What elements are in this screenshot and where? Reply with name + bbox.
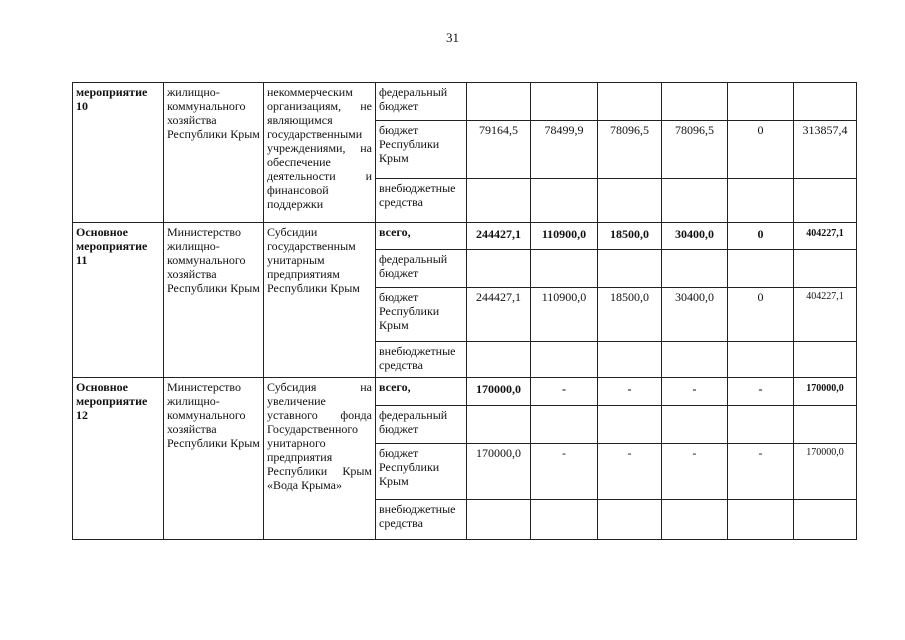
source-cell: федеральный бюджет bbox=[376, 250, 467, 288]
value-cell: 110900,0 bbox=[531, 288, 598, 342]
value-cell: 18500,0 bbox=[598, 223, 662, 250]
value-cell: 313857,4 bbox=[794, 121, 857, 179]
executor-cell: Министерство жилищно-коммунального хозяйства Республики Крым bbox=[164, 223, 264, 378]
value-cell: 30400,0 bbox=[662, 223, 728, 250]
value-cell: 170000,0 bbox=[467, 378, 531, 406]
source-cell: внебюджетные средства bbox=[376, 179, 467, 223]
value-cell bbox=[794, 250, 857, 288]
value-cell bbox=[662, 342, 728, 378]
executor-cell: Министерство жилищно-коммунального хозяйства Республики Крым bbox=[164, 378, 264, 540]
value-cell bbox=[662, 83, 728, 121]
value-cell: 30400,0 bbox=[662, 288, 728, 342]
value-cell bbox=[531, 342, 598, 378]
value-cell bbox=[662, 406, 728, 444]
value-cell bbox=[728, 83, 794, 121]
value-cell: 244427,1 bbox=[467, 223, 531, 250]
value-cell bbox=[728, 179, 794, 223]
value-cell bbox=[598, 342, 662, 378]
value-cell bbox=[794, 342, 857, 378]
page-number: 31 bbox=[446, 30, 459, 45]
value-cell: 404227,1 bbox=[794, 288, 857, 342]
value-cell: - bbox=[598, 444, 662, 500]
value-cell: 244427,1 bbox=[467, 288, 531, 342]
description-cell: некоммерческим организациям, не являющимся государственными учреждениями, на обеспечение деятельности и финансовой поддержки bbox=[264, 83, 376, 223]
value-cell bbox=[531, 500, 598, 540]
value-cell bbox=[467, 83, 531, 121]
source-cell: бюджет Республики Крым bbox=[376, 121, 467, 179]
value-cell: 0 bbox=[728, 223, 794, 250]
table-row bbox=[73, 223, 857, 250]
value-cell: - bbox=[531, 444, 598, 500]
value-cell: 78096,5 bbox=[598, 121, 662, 179]
value-cell: - bbox=[728, 444, 794, 500]
source-cell: бюджет Республики Крым bbox=[376, 288, 467, 342]
value-cell: 404227,1 bbox=[794, 223, 857, 250]
value-cell bbox=[728, 406, 794, 444]
value-cell bbox=[531, 179, 598, 223]
value-cell bbox=[794, 83, 857, 121]
source-cell: федеральный бюджет bbox=[376, 83, 467, 121]
activity-cell: мероприятие 10 bbox=[73, 83, 164, 223]
value-cell bbox=[531, 406, 598, 444]
source-cell: внебюджетные средства bbox=[376, 342, 467, 378]
value-cell: 0 bbox=[728, 288, 794, 342]
source-cell: внебюджетные средства bbox=[376, 500, 467, 540]
value-cell bbox=[598, 500, 662, 540]
source-cell: федеральный бюджет bbox=[376, 406, 467, 444]
value-cell: 110900,0 bbox=[531, 223, 598, 250]
value-cell bbox=[598, 83, 662, 121]
activity-cell: Основное мероприятие 11 bbox=[73, 223, 164, 378]
value-cell: - bbox=[531, 378, 598, 406]
value-cell bbox=[728, 250, 794, 288]
value-cell bbox=[598, 250, 662, 288]
value-cell bbox=[467, 250, 531, 288]
table-row bbox=[73, 378, 857, 406]
value-cell bbox=[728, 342, 794, 378]
value-cell: - bbox=[662, 378, 728, 406]
value-cell bbox=[794, 179, 857, 223]
source-cell: всего, bbox=[376, 223, 467, 250]
value-cell: 170000,0 bbox=[794, 444, 857, 500]
value-cell bbox=[728, 500, 794, 540]
value-cell: 18500,0 bbox=[598, 288, 662, 342]
value-cell: 79164,5 bbox=[467, 121, 531, 179]
activity-cell: Основное мероприятие 12 bbox=[73, 378, 164, 540]
table-row bbox=[73, 83, 857, 121]
value-cell bbox=[531, 250, 598, 288]
value-cell bbox=[467, 406, 531, 444]
description-cell: Субсидия на увеличение уставного фонда Государственного унитарного предприятия Республики Крым «Вода Крыма» bbox=[264, 378, 376, 540]
value-cell: 170000,0 bbox=[794, 378, 857, 406]
value-cell: - bbox=[728, 378, 794, 406]
value-cell bbox=[598, 406, 662, 444]
value-cell bbox=[662, 250, 728, 288]
value-cell bbox=[467, 500, 531, 540]
value-cell bbox=[662, 179, 728, 223]
value-cell: - bbox=[662, 444, 728, 500]
value-cell: 78096,5 bbox=[662, 121, 728, 179]
value-cell bbox=[467, 179, 531, 223]
value-cell: 0 bbox=[728, 121, 794, 179]
value-cell bbox=[662, 500, 728, 540]
source-cell: бюджет Республики Крым bbox=[376, 444, 467, 500]
source-cell: всего, bbox=[376, 378, 467, 406]
value-cell bbox=[794, 500, 857, 540]
description-cell: Субсидии государственным унитарным предприятиям Республики Крым bbox=[264, 223, 376, 378]
value-cell bbox=[467, 342, 531, 378]
budget-table bbox=[72, 82, 857, 540]
value-cell: - bbox=[598, 378, 662, 406]
value-cell bbox=[794, 406, 857, 444]
value-cell bbox=[531, 83, 598, 121]
value-cell bbox=[598, 179, 662, 223]
executor-cell: жилищно-коммунального хозяйства Республики Крым bbox=[164, 83, 264, 223]
value-cell: 170000,0 bbox=[467, 444, 531, 500]
value-cell: 78499,9 bbox=[531, 121, 598, 179]
